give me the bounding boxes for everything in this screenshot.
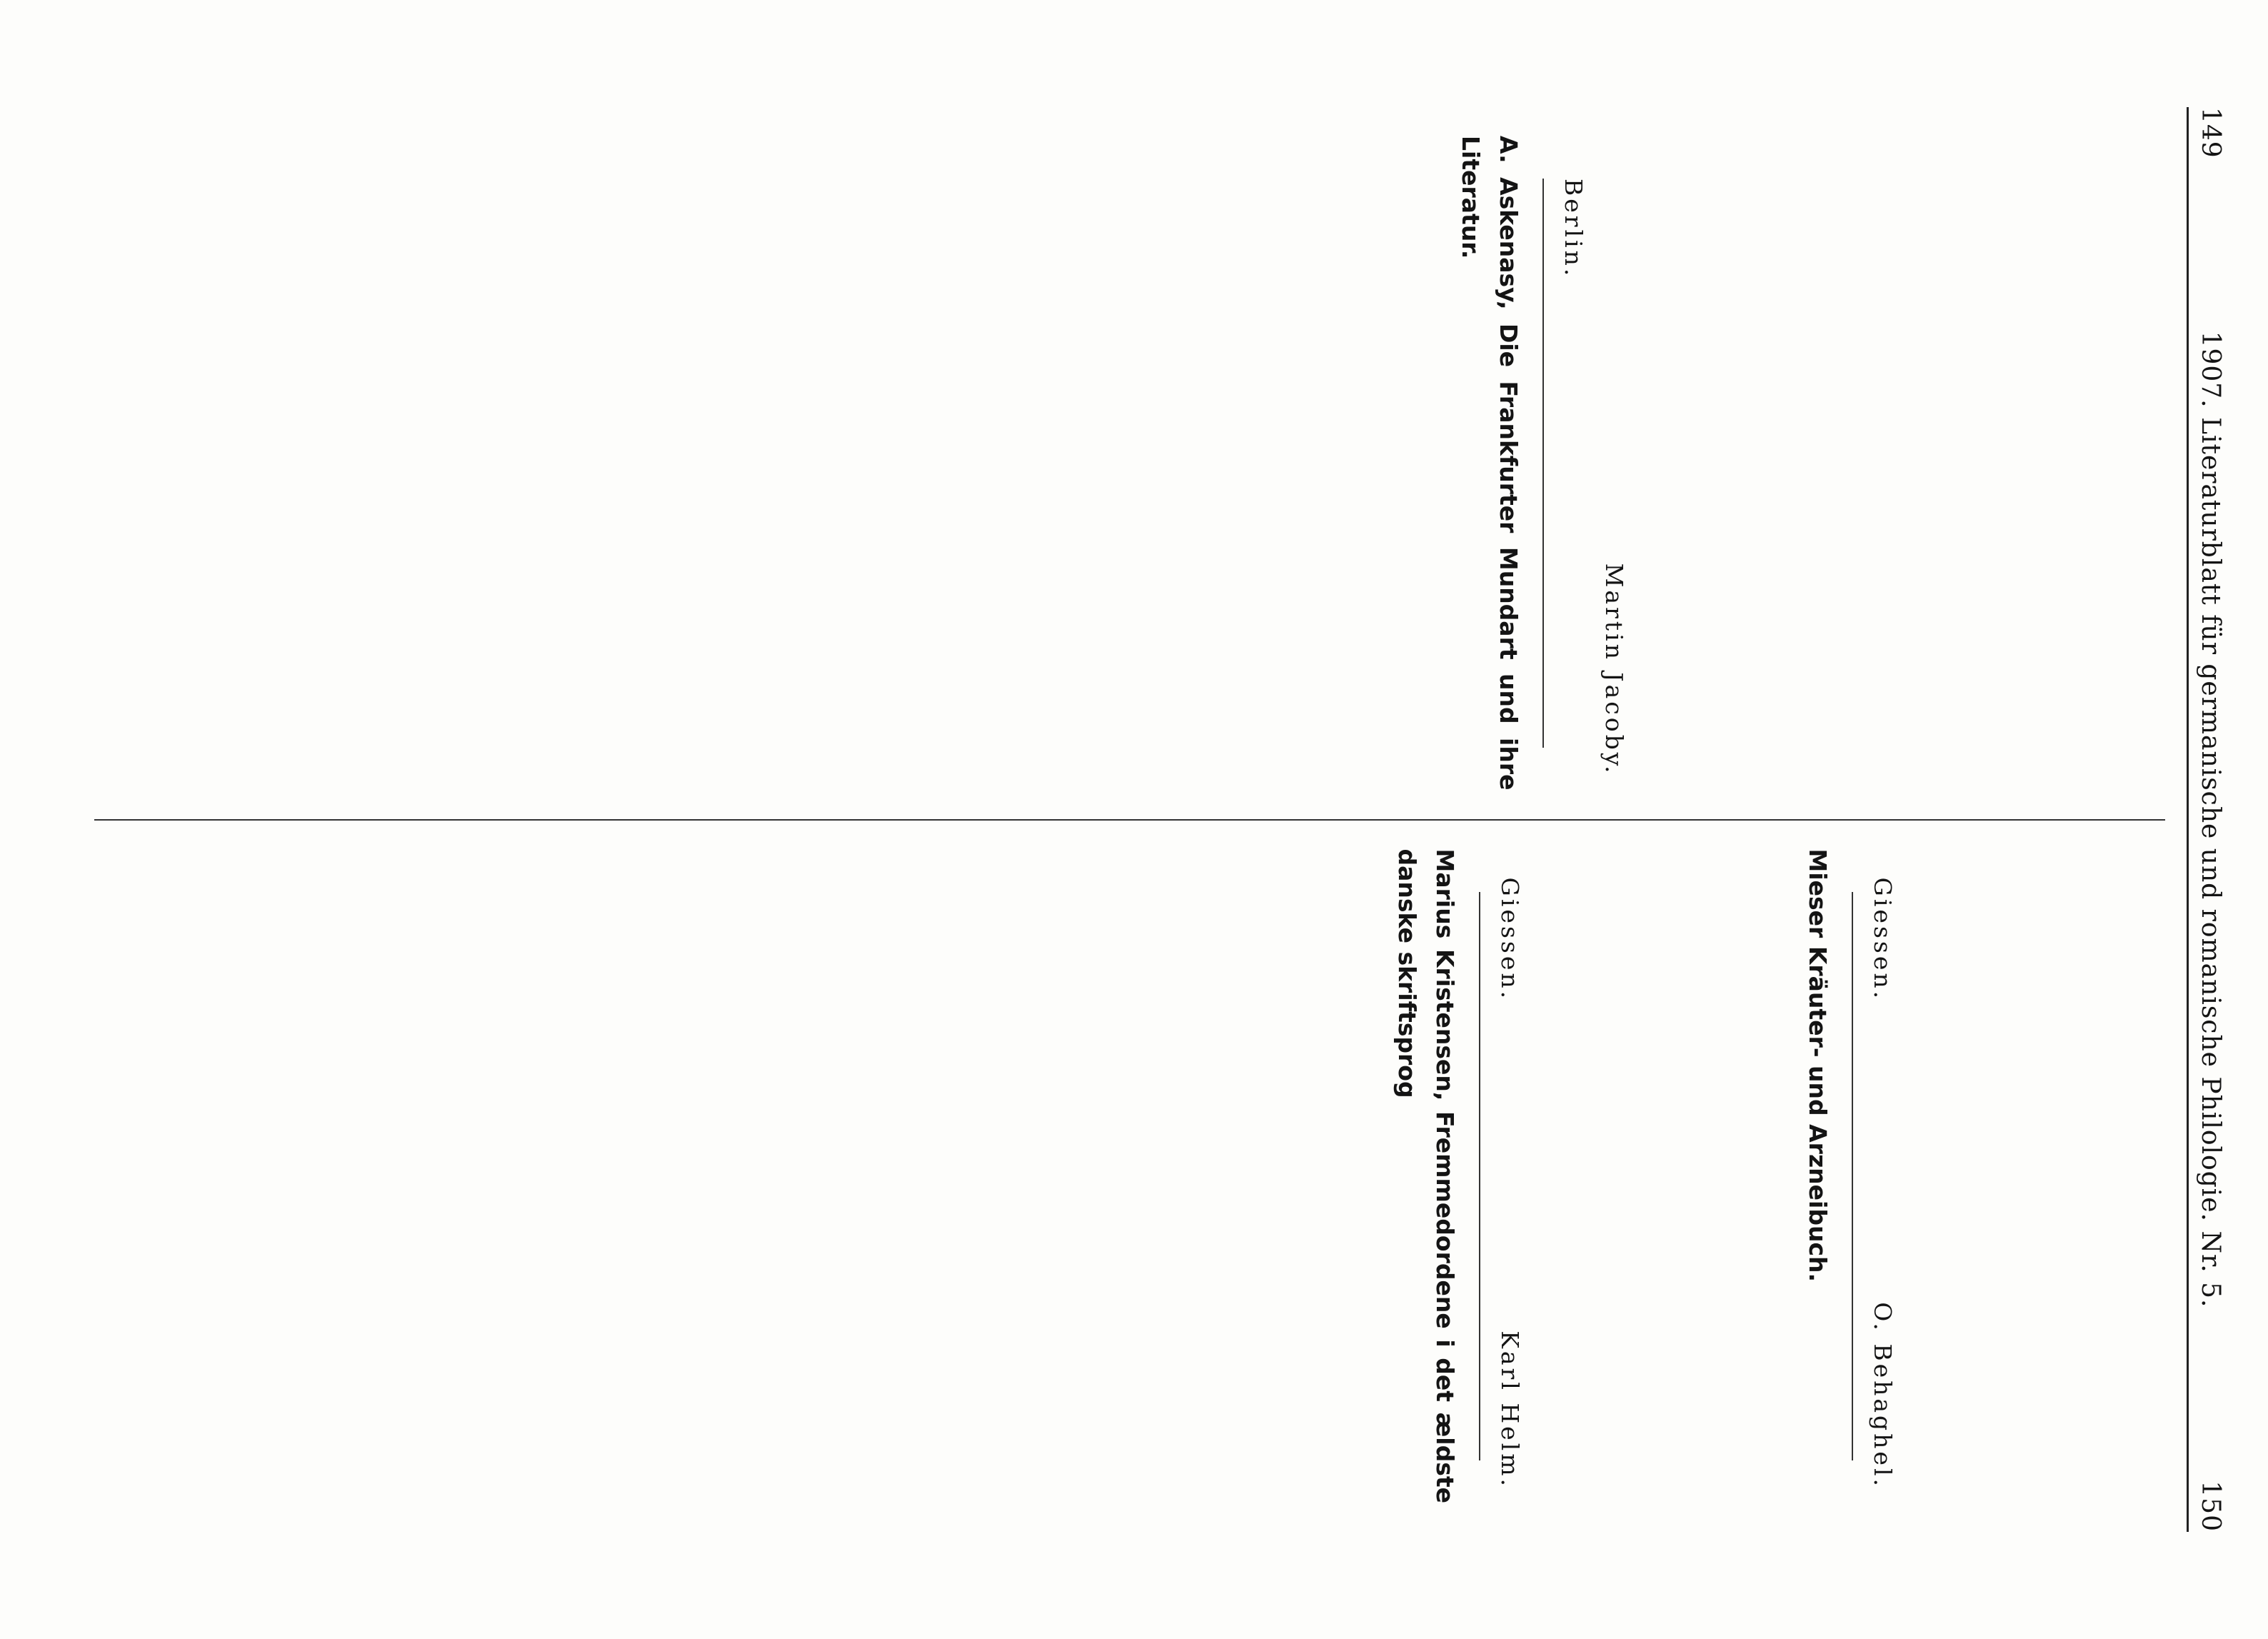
column-right <box>94 821 2165 1533</box>
review-heading <box>1798 849 1836 1504</box>
reviewer-signature: O. Behaghel. <box>1869 1302 1897 1489</box>
text-columns <box>94 107 2165 1532</box>
review-heading <box>1451 136 1527 791</box>
page-header <box>2187 107 2225 1532</box>
page-number-right: 150 <box>2196 1480 2225 1532</box>
review-title: Mieser Kräuter- und Arzneibuch. <box>1804 848 1832 1283</box>
paragraph <box>2037 849 2165 1504</box>
reviewer-signature: Martin Jacoby. <box>1600 563 1628 776</box>
page-number-left: 149 <box>2196 107 2225 159</box>
review-title: A. Askenasy, Die Frankfurter Mundart und ihre Literatur. <box>1457 136 1522 791</box>
paragraph <box>1634 136 1762 791</box>
reviewer-place: Giessen. <box>1869 877 1897 1002</box>
reviewer-signature-line <box>1869 878 1897 1490</box>
paragraph <box>1317 136 1445 791</box>
paragraph <box>1254 849 1383 1504</box>
reviewer-signature: Karl Helm. <box>1496 1330 1525 1489</box>
reviewer-place: Giessen. <box>1496 877 1525 1002</box>
paragraph <box>1664 849 1792 1504</box>
paragraph <box>2037 136 2165 791</box>
journal-title: 1907. Literaturblatt für germanische und romanische Philologie. Nr. 5. <box>2196 331 2225 1308</box>
column-left <box>94 107 2165 821</box>
paragraph <box>1902 136 2031 791</box>
review-heading <box>1388 849 1464 1504</box>
section-divider <box>1479 892 1480 1461</box>
section-divider <box>1852 892 1853 1461</box>
section-divider <box>1542 179 1544 748</box>
reviewer-signature-line <box>1496 878 1524 1490</box>
review-title: Marius Kristensen, Fremmedordene i det ældste danske skriftsprog <box>1393 848 1460 1503</box>
reviewer-place: Berlin. <box>1560 179 1587 279</box>
paragraph <box>1902 849 2031 1504</box>
paragraph <box>1183 136 1311 791</box>
paragraph <box>1768 136 1897 791</box>
paragraph <box>1530 849 1658 1504</box>
